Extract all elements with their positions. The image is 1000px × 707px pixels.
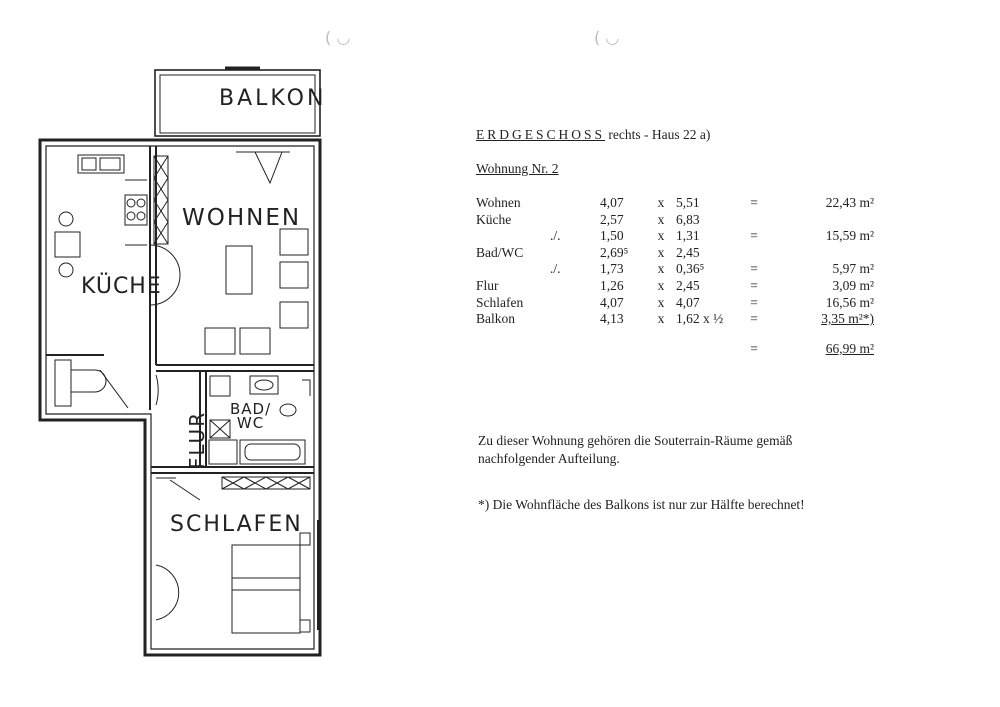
area-cell-room: Schlafen xyxy=(476,294,524,310)
area-cell-prefix: ./. xyxy=(550,261,561,277)
area-cell-result xyxy=(774,212,874,229)
floor-title: ERDGESCHOSS xyxy=(476,127,606,142)
area-cell-eq: = xyxy=(750,294,758,310)
area-cell-result: 16,56 m² xyxy=(825,294,874,310)
area-cell-result: 3,09 m² xyxy=(832,277,874,293)
area-row xyxy=(476,295,874,312)
area-cell-a: 1,50 xyxy=(600,228,624,244)
area-cell-x: x xyxy=(657,311,665,327)
bedroom-furniture xyxy=(156,478,318,633)
area-cell-b: 1,31 xyxy=(676,228,700,244)
area-cell-eq: = xyxy=(750,277,758,293)
living-furniture xyxy=(205,152,308,354)
cellar-note: Zu dieser Wohnung gehören die Souterrain-Räume gemäß nachfolgender Aufteilung. xyxy=(478,433,793,466)
total-row xyxy=(476,328,874,358)
area-cell-eq xyxy=(734,212,774,229)
area-cell-x: x xyxy=(657,261,665,277)
area-cell-room: Wohnen xyxy=(476,195,521,210)
area-cell-room xyxy=(476,261,546,278)
plan-label-bad-line2: WC xyxy=(236,414,265,432)
floor-location: rechts - Haus 22 a) xyxy=(608,127,711,142)
area-row xyxy=(476,245,874,262)
area-row xyxy=(476,261,874,278)
area-cell-b: 4,07 xyxy=(676,294,700,310)
area-cell-prefix xyxy=(546,195,600,212)
area-cell-result: 15,59 m² xyxy=(825,228,874,244)
area-cell-prefix xyxy=(546,212,600,229)
area-cell-b: 6,83 xyxy=(676,211,700,227)
area-cell-prefix xyxy=(546,278,600,295)
area-cell-room: Flur xyxy=(476,277,499,293)
area-cell-a: 4,13 xyxy=(600,311,624,327)
area-cell-result xyxy=(774,245,874,262)
plan-label-bad xyxy=(230,402,271,430)
area-cell-a: 1,26 xyxy=(600,277,624,293)
area-row xyxy=(476,212,874,229)
total-value: 66,99 m² xyxy=(825,340,874,356)
area-cell-prefix xyxy=(546,245,600,262)
area-cell-x: x xyxy=(657,277,665,293)
hall-door xyxy=(156,375,158,405)
area-row xyxy=(476,278,874,295)
area-cell-a: 2,57 xyxy=(600,211,624,227)
area-cell-a: 1,73 xyxy=(600,261,624,277)
area-cell-eq: = xyxy=(750,261,758,277)
area-cell-prefix xyxy=(546,295,600,312)
page-heading xyxy=(476,127,710,143)
area-cell-a: 4,07 xyxy=(600,195,624,210)
balcony-note: *) Die Wohnfläche des Balkons ist nur zur Hälfte berechnet! xyxy=(478,497,805,512)
area-cell-x: x xyxy=(657,195,665,210)
plan-label-flur: FLUR xyxy=(185,410,210,470)
area-cell-room: Balkon xyxy=(476,311,515,327)
area-cell-room: Küche xyxy=(476,211,512,227)
punch-hole-mark-right: ( ◡ xyxy=(594,28,620,47)
area-row xyxy=(476,195,874,212)
area-cell-eq: = xyxy=(750,311,758,327)
area-row xyxy=(476,228,874,245)
area-cell-a: 2,69⁵ xyxy=(600,244,629,260)
plan-label-schlafen: SCHLAFEN xyxy=(170,512,303,537)
interior-walls xyxy=(46,146,314,473)
area-cell-eq: = xyxy=(750,195,758,210)
total-eq: = xyxy=(750,340,758,356)
area-cell-x: x xyxy=(657,294,665,310)
area-cell-b: 0,36⁵ xyxy=(676,261,705,277)
punch-hole-mark-left: ( ◡ xyxy=(325,28,351,47)
area-table xyxy=(476,195,874,357)
area-cell-eq: = xyxy=(750,228,758,244)
area-cell-prefix xyxy=(546,311,600,328)
plan-label-bad-line1: BAD/ xyxy=(230,400,272,418)
area-cell-prefix: ./. xyxy=(550,228,561,244)
area-cell-eq xyxy=(734,245,774,262)
area-cell-x: x xyxy=(657,211,665,227)
area-cell-result: 22,43 m² xyxy=(825,195,874,210)
area-row xyxy=(476,311,874,328)
area-cell-x: x xyxy=(657,244,665,260)
plan-label-balkon: BALKON xyxy=(219,86,327,111)
plan-label-wohnen: WOHNEN xyxy=(182,205,302,231)
area-cell-b: 2,45 xyxy=(676,277,700,293)
unit-title: Wohnung Nr. 2 xyxy=(476,161,559,176)
area-cell-a: 4,07 xyxy=(600,294,624,310)
area-cell-b: 1,62 x ½ xyxy=(676,311,724,327)
plan-label-kueche: KÜCHE xyxy=(81,274,162,299)
area-cell-result: 3,35 m²*) xyxy=(821,311,874,327)
area-cell-room: Bad/WC xyxy=(476,244,524,260)
area-cell-x: x xyxy=(657,228,665,244)
area-cell-room xyxy=(476,228,546,245)
area-cell-result: 5,97 m² xyxy=(832,261,874,277)
area-cell-b: 2,45 xyxy=(676,244,700,260)
area-cell-b: 5,51 xyxy=(676,195,700,210)
